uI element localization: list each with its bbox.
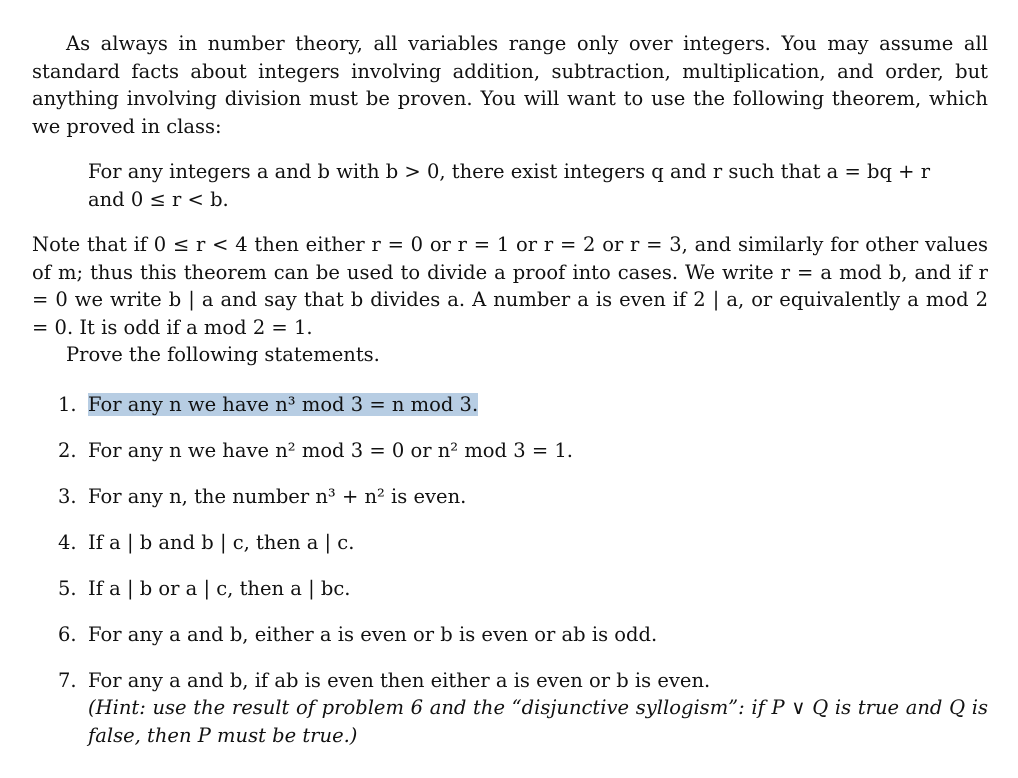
hint-text: (Hint: use the result of problem 6 and the “disjunctive syllogism”: if P ∨ Q is true and Q is false, then P must be true.) xyxy=(88,696,988,747)
problem-text: For any a and b, either a is even or b is even or ab is odd. xyxy=(88,622,658,646)
problem-number: 2. xyxy=(58,438,77,462)
intro-paragraph: As always in number theory, all variables range only over integers. You may assume all standard facts about integers involving addition, subtraction, multiplication, and order, but anything involving division must be proven. You will want to use the following theorem, which we proved in class: xyxy=(32,32,988,138)
selected-problem-text[interactable]: For any n we have n³ mod 3 = n mod 3. xyxy=(88,392,479,416)
problem-item xyxy=(32,437,988,465)
problem-number: 4. xyxy=(58,530,77,554)
problem-number: 7. xyxy=(58,668,77,692)
problem-item xyxy=(32,575,988,603)
prove-line: Prove the following statements. xyxy=(66,343,380,366)
problem-item xyxy=(32,667,988,750)
problem-item xyxy=(32,483,988,511)
problem-item xyxy=(32,621,988,649)
note-paragraph: Note that if 0 ≤ r < 4 then either r = 0 or r = 1 or r = 2 or r = 3, and similarly for other values of m; thus this theorem can be used to divide a proof into cases. We write r = a mod b, and if r = 0 we write b | a and say that b divides a. A number a is even if 2 | a, or equivalently a mod 2 = 0. It is odd if a mod 2 = 1. xyxy=(32,233,988,339)
problem-text: If a | b and b | c, then a | c. xyxy=(88,530,355,554)
problem-item[interactable] xyxy=(32,391,988,419)
problem-list xyxy=(32,391,988,750)
problem-text: For any n, the number n³ + n² is even. xyxy=(88,484,467,508)
problem-item xyxy=(32,529,988,557)
problem-text: For any a and b, if ab is even then either a is even or b is even. xyxy=(88,668,711,692)
document-page xyxy=(32,30,988,768)
problem-number: 5. xyxy=(58,576,77,600)
problem-number: 6. xyxy=(58,622,77,646)
problem-number: 1. xyxy=(58,392,77,416)
problem-text: If a | b or a | c, then a | bc. xyxy=(88,576,351,600)
theorem-quote: For any integers a and b with b > 0, there exist integers q and r such that a = bq + r and 0 ≤ r < b. xyxy=(88,160,931,211)
problem-number: 3. xyxy=(58,484,77,508)
problem-text: For any n we have n² mod 3 = 0 or n² mod 3 = 1. xyxy=(88,438,573,462)
